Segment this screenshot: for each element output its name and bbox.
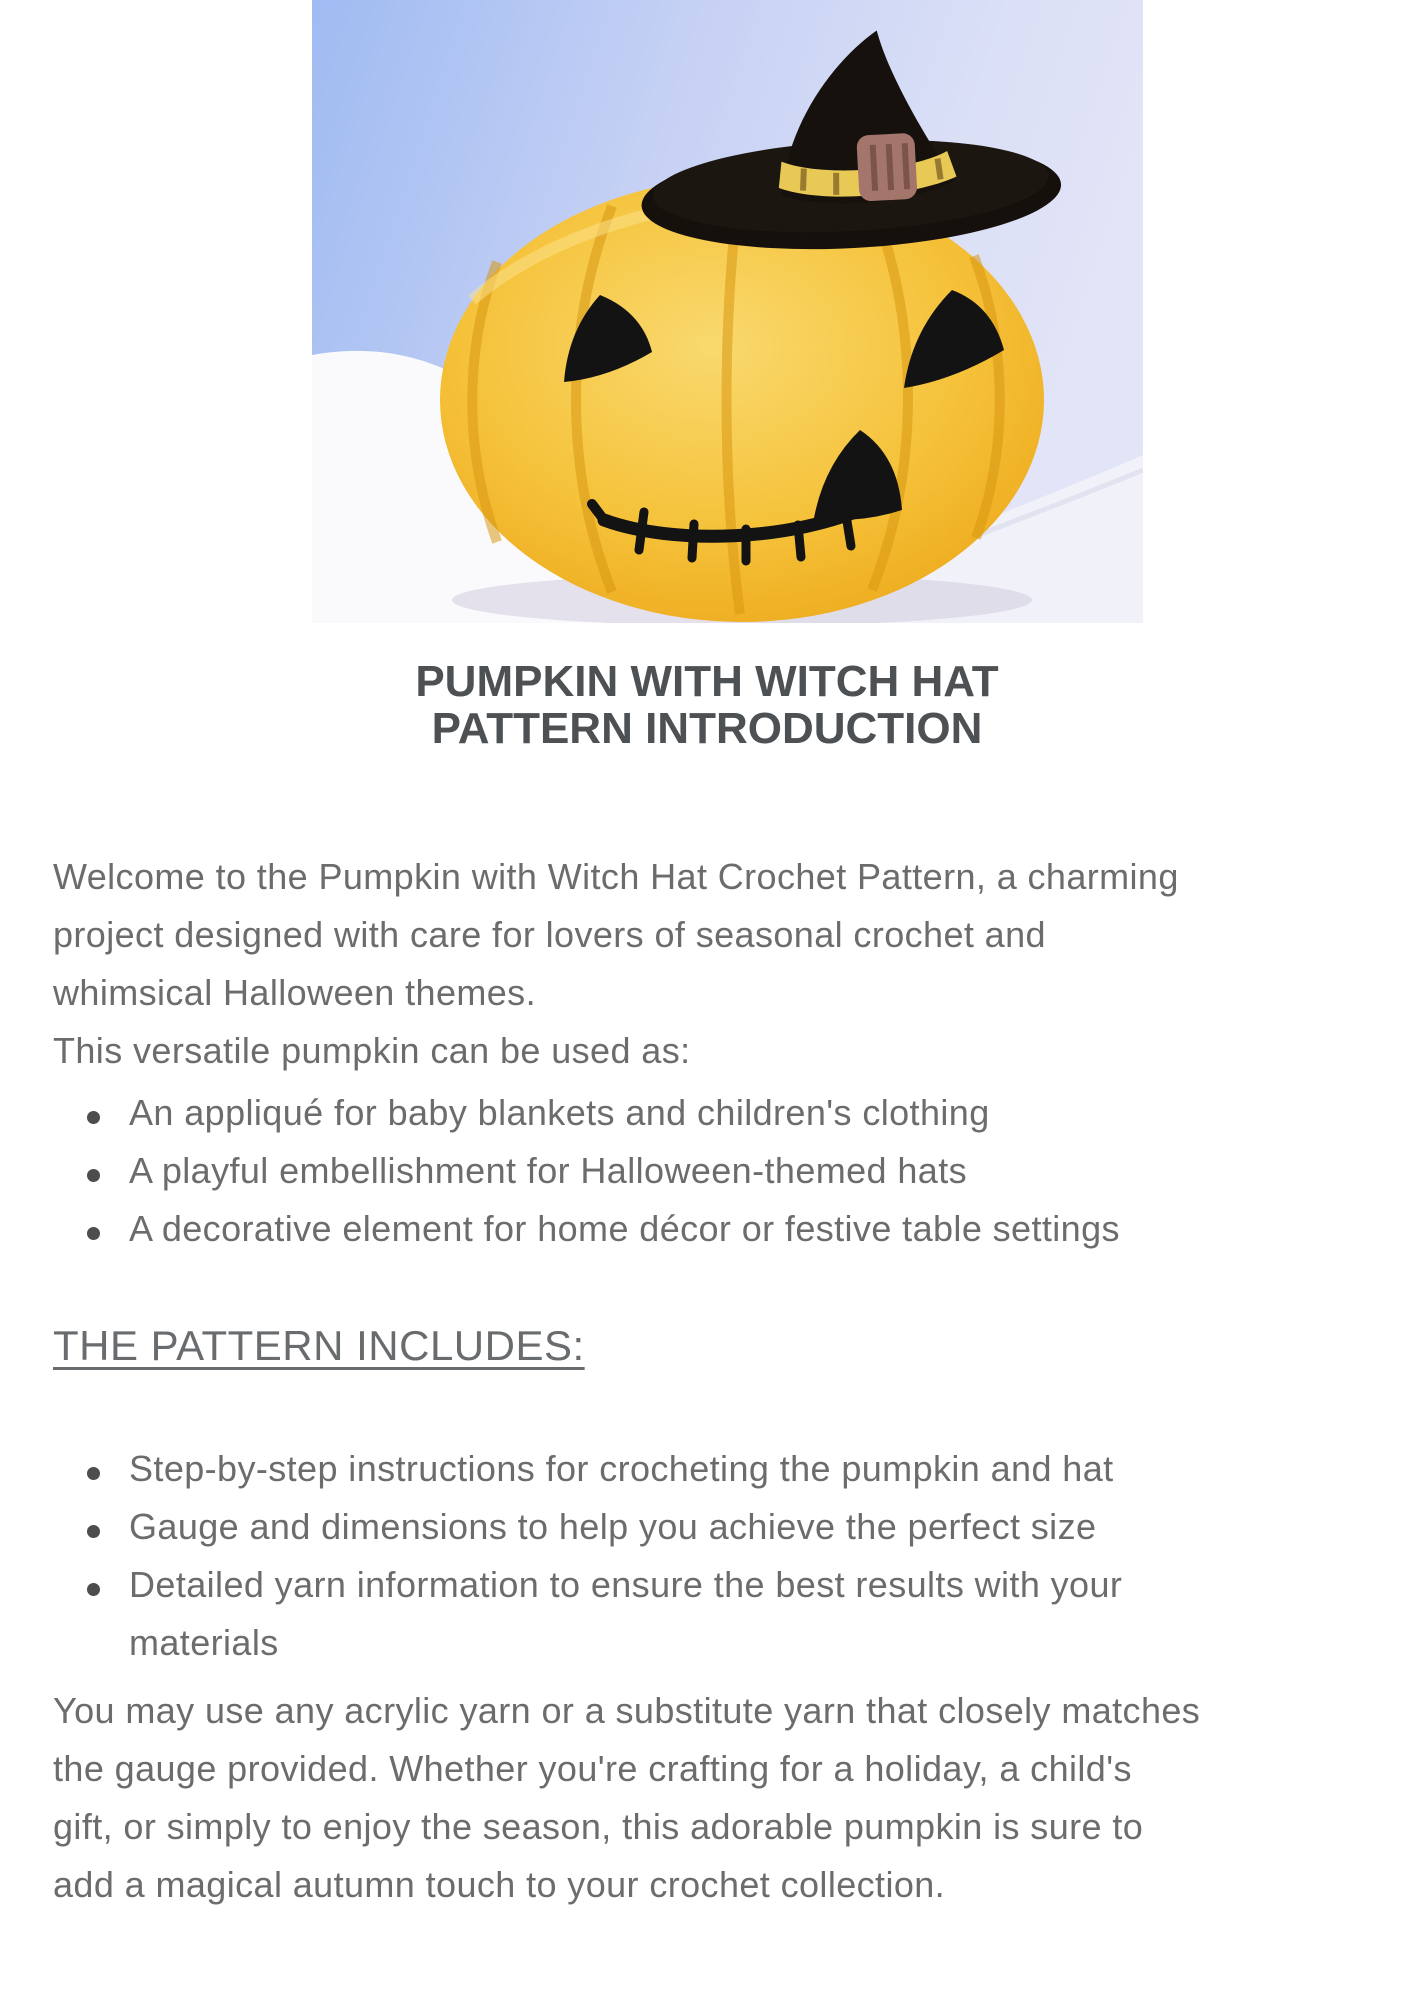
- list-item-text: A playful embellishment for Halloween-themed hats: [129, 1150, 968, 1191]
- bullet-dot: [87, 1169, 100, 1182]
- bullet-dot: [87, 1227, 100, 1240]
- closing-paragraph: [53, 1682, 1403, 1914]
- list-item-text: Step-by-step instructions for crocheting the pumpkin and hat: [129, 1448, 1114, 1489]
- intro-line: whimsical Halloween themes.: [53, 972, 536, 1013]
- intro-paragraph: [53, 848, 1403, 1080]
- bullet-dot: [87, 1111, 100, 1124]
- closing-line: the gauge provided. Whether you're crafting for a holiday, a child's: [53, 1748, 1132, 1789]
- uses-list: [53, 1084, 1403, 1258]
- pumpkin-photo-svg: [312, 0, 1143, 623]
- list-item-text: A decorative element for home décor or festive table settings: [129, 1208, 1120, 1249]
- page-title: [0, 658, 1414, 752]
- list-item-text: Gauge and dimensions to help you achieve the perfect size: [129, 1506, 1097, 1547]
- bullet-dot: [87, 1467, 100, 1480]
- list-item-text: An appliqué for baby blankets and children's clothing: [129, 1092, 990, 1133]
- list-item: [53, 1142, 1403, 1200]
- includes-heading: [53, 1322, 1403, 1370]
- intro-line: This versatile pumpkin can be used as:: [53, 1030, 691, 1071]
- intro-line: project designed with care for lovers of seasonal crochet and: [53, 914, 1046, 955]
- page-title-line-2: PATTERN INTRODUCTION: [431, 704, 983, 753]
- list-item: [53, 1498, 1403, 1556]
- closing-line: add a magical autumn touch to your crochet collection.: [53, 1864, 946, 1905]
- page-title-line-1: PUMPKIN WITH WITCH HAT: [415, 657, 999, 706]
- bullet-dot: [87, 1525, 100, 1538]
- includes-list: [53, 1440, 1403, 1672]
- list-item: [53, 1440, 1403, 1498]
- closing-line: You may use any acrylic yarn or a substitute yarn that closely matches: [53, 1690, 1201, 1731]
- page-content: [53, 848, 1403, 1914]
- bullet-dot: [87, 1583, 100, 1596]
- includes-heading-text: THE PATTERN INCLUDES:: [53, 1322, 585, 1369]
- list-item-text: materials: [129, 1622, 279, 1663]
- pumpkin-photo: [312, 0, 1143, 623]
- closing-line: gift, or simply to enjoy the season, this adorable pumpkin is sure to: [53, 1806, 1144, 1847]
- list-item-text: Detailed yarn information to ensure the best results with your: [129, 1564, 1123, 1605]
- intro-line: Welcome to the Pumpkin with Witch Hat Crochet Pattern, a charming: [53, 856, 1179, 897]
- list-item: [53, 1084, 1403, 1142]
- list-item: [53, 1556, 1403, 1672]
- list-item: [53, 1200, 1403, 1258]
